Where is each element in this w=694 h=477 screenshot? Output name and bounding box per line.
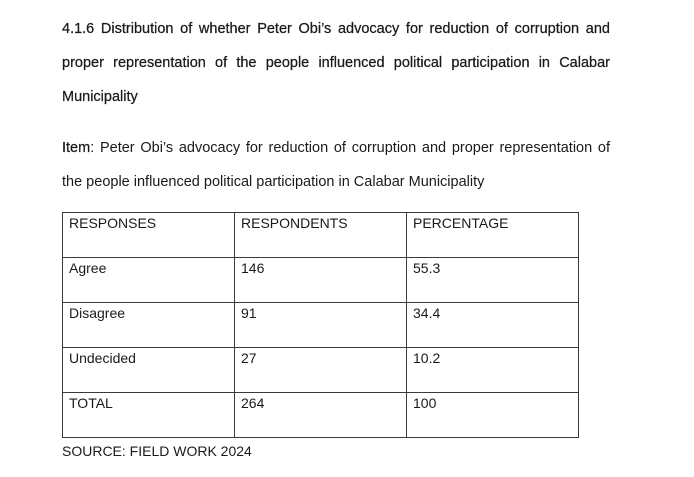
section-heading: 4.1.6 Distribution of whether Peter Obi’s advocacy for reduction of corruption and proper representation of the people influenced political participation in Calabar Municipality (62, 21, 610, 105)
cell-respondents: 264 (235, 393, 407, 438)
cell-respondents: 146 (235, 258, 407, 303)
table-row (63, 258, 579, 303)
header-respondents: RESPONDENTS (235, 213, 407, 258)
header-percentage: PERCENTAGE (407, 213, 579, 258)
document-page (62, 12, 610, 199)
source-note: SOURCE: FIELD WORK 2024 (62, 443, 252, 459)
cell-percentage: 100 (407, 393, 579, 438)
cell-response: TOTAL (63, 393, 235, 438)
item-label: Item (62, 140, 91, 156)
cell-percentage: 34.4 (407, 303, 579, 348)
cell-response: Undecided (63, 348, 235, 393)
cell-response: Disagree (63, 303, 235, 348)
table-header-row (63, 213, 579, 258)
table-total-row (63, 393, 579, 438)
header-responses: RESPONSES (63, 213, 235, 258)
table-row (63, 348, 579, 393)
item-text: : Peter Obi’s advocacy for reduction of corruption and proper representation of the people influenced political participation in Calabar Municipality (62, 140, 610, 190)
cell-percentage: 55.3 (407, 258, 579, 303)
cell-percentage: 10.2 (407, 348, 579, 393)
item-paragraph (62, 131, 610, 199)
distribution-table (62, 212, 579, 438)
cell-response: Agree (63, 258, 235, 303)
table-row (63, 303, 579, 348)
cell-respondents: 91 (235, 303, 407, 348)
cell-respondents: 27 (235, 348, 407, 393)
